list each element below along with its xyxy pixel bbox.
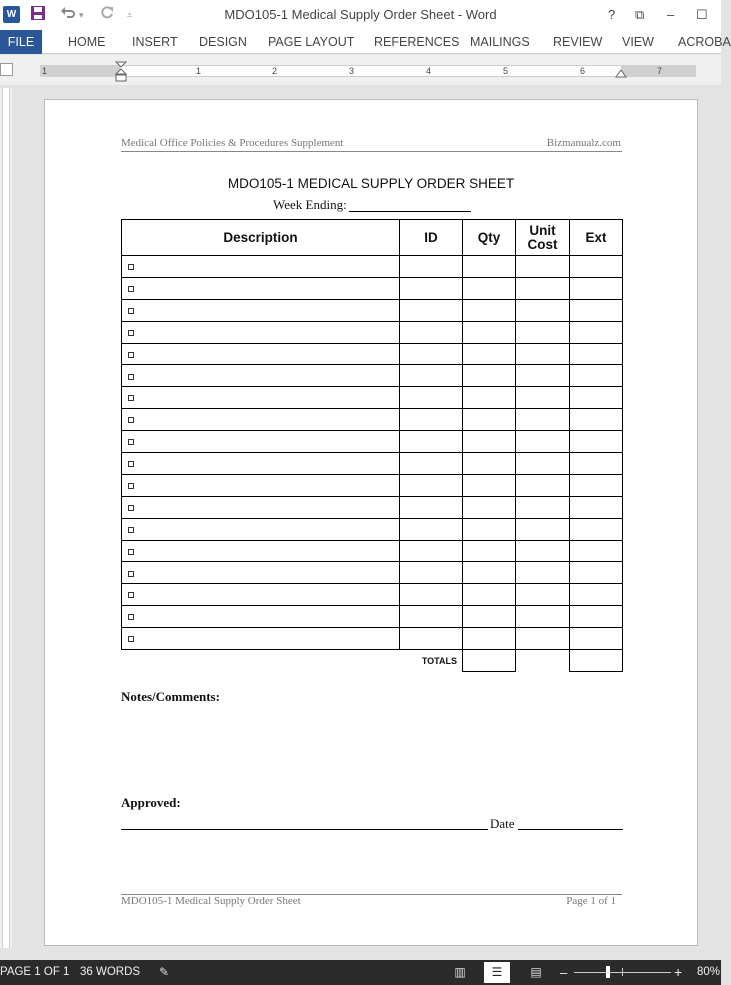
ext-cell[interactable] <box>570 628 623 650</box>
zoom-slider-center-mark <box>622 968 623 976</box>
unit-cost-cell[interactable] <box>516 540 570 562</box>
ext-cell[interactable] <box>570 606 623 628</box>
id-cell[interactable] <box>400 321 463 343</box>
id-cell[interactable] <box>400 453 463 475</box>
table-row <box>122 518 623 540</box>
checkbox-icon[interactable] <box>128 461 134 467</box>
zoom-level[interactable]: 80% <box>697 966 721 978</box>
approval-signature-line[interactable] <box>121 829 488 830</box>
ext-cell[interactable] <box>570 387 623 409</box>
checkbox-icon[interactable] <box>128 549 134 555</box>
week-ending-field[interactable] <box>349 211 471 212</box>
tab-file[interactable]: FILE <box>0 30 42 54</box>
checkbox-icon[interactable] <box>128 636 134 642</box>
id-cell[interactable] <box>400 431 463 453</box>
table-row <box>122 387 623 409</box>
ext-cell[interactable] <box>570 277 623 299</box>
id-cell[interactable] <box>400 474 463 496</box>
footer-left-text: MDO105-1 Medical Supply Order Sheet <box>121 895 301 907</box>
ruler-track <box>40 65 696 77</box>
proofing-icon[interactable]: ✎ <box>158 965 170 979</box>
tab-home[interactable]: HOME <box>68 35 106 49</box>
ext-cell[interactable] <box>570 299 623 321</box>
id-cell[interactable] <box>400 562 463 584</box>
table-row <box>122 562 623 584</box>
unit-cost-cell[interactable] <box>516 365 570 387</box>
checkbox-icon[interactable] <box>128 264 134 270</box>
column-header-ext: Ext <box>570 220 623 256</box>
ext-cell[interactable] <box>570 540 623 562</box>
unit-cost-cell[interactable] <box>516 343 570 365</box>
document-page[interactable] <box>44 99 698 946</box>
table-row <box>122 584 623 606</box>
table-row <box>122 431 623 453</box>
id-cell[interactable] <box>400 256 463 278</box>
checkbox-icon[interactable] <box>128 439 134 445</box>
ruler-number: 4 <box>426 66 432 76</box>
checkbox-icon[interactable] <box>128 308 134 314</box>
description-cell[interactable] <box>122 584 400 606</box>
ext-cell[interactable] <box>570 256 623 278</box>
ruler-number: 6 <box>580 66 586 76</box>
description-cell[interactable] <box>122 496 400 518</box>
id-cell[interactable] <box>400 365 463 387</box>
unit-cost-cell[interactable] <box>516 453 570 475</box>
totals-label: TOTALS <box>421 655 457 666</box>
description-cell[interactable] <box>122 474 400 496</box>
qty-cell[interactable] <box>463 321 516 343</box>
maximize-button[interactable]: ☐ <box>696 7 708 22</box>
table-row <box>122 321 623 343</box>
tab-insert[interactable]: INSERT <box>132 35 178 49</box>
ribbon-display-options-icon[interactable]: ⧉ <box>635 7 645 22</box>
ext-cell[interactable] <box>570 584 623 606</box>
ext-cell[interactable] <box>570 409 623 431</box>
checkbox-icon[interactable] <box>128 505 134 511</box>
table-row <box>122 277 623 299</box>
column-header-unit-cost: Unit Cost <box>516 220 570 256</box>
tab-references[interactable]: REFERENCES <box>374 35 460 49</box>
table-row <box>122 409 623 431</box>
unit-cost-cell[interactable] <box>516 518 570 540</box>
checkbox-icon[interactable] <box>128 417 134 423</box>
read-mode-icon[interactable]: ▥ <box>454 965 466 979</box>
qty-cell[interactable] <box>463 299 516 321</box>
week-ending-label: Week Ending: <box>273 197 347 212</box>
vertical-ruler[interactable] <box>0 88 12 948</box>
ruler-number: 7 <box>657 66 663 76</box>
description-cell[interactable] <box>122 431 400 453</box>
unit-cost-cell[interactable] <box>516 409 570 431</box>
tab-mailings[interactable]: MAILINGS <box>470 35 530 49</box>
totals-qty-cell[interactable] <box>463 650 516 672</box>
id-cell[interactable] <box>400 628 463 650</box>
description-cell[interactable] <box>122 277 400 299</box>
totals-ext-cell[interactable] <box>570 650 623 672</box>
checkbox-icon[interactable] <box>128 286 134 292</box>
ruler-left-margin <box>40 65 120 77</box>
qty-cell[interactable] <box>463 431 516 453</box>
table-row <box>122 540 623 562</box>
ext-cell[interactable] <box>570 496 623 518</box>
qty-cell[interactable] <box>463 540 516 562</box>
date-field-line[interactable] <box>518 829 623 830</box>
id-cell[interactable] <box>400 496 463 518</box>
customize-qat-icon[interactable]: ⩡ <box>127 10 133 20</box>
description-cell[interactable] <box>122 321 400 343</box>
ruler-number: 5 <box>503 66 509 76</box>
unit-cost-cell[interactable] <box>516 299 570 321</box>
qty-cell[interactable] <box>463 453 516 475</box>
ruler-number: 1 <box>42 66 48 76</box>
id-cell[interactable] <box>400 518 463 540</box>
unit-cost-cell[interactable] <box>516 387 570 409</box>
word-app-icon[interactable]: W <box>3 6 20 23</box>
table-row <box>122 365 623 387</box>
ext-cell[interactable] <box>570 453 623 475</box>
title-bar <box>0 0 721 30</box>
unit-cost-cell[interactable] <box>516 431 570 453</box>
undo-dropdown-icon[interactable]: ▾ <box>79 10 84 20</box>
unit-cost-cell[interactable] <box>516 256 570 278</box>
notes-label: Notes/Comments: <box>121 689 220 704</box>
qty-cell[interactable] <box>463 584 516 606</box>
description-cell[interactable] <box>122 453 400 475</box>
ext-cell[interactable] <box>570 518 623 540</box>
right-indent-marker-icon[interactable] <box>616 68 626 78</box>
tab-view[interactable]: VIEW <box>622 35 654 49</box>
description-cell[interactable] <box>122 343 400 365</box>
qty-cell[interactable] <box>463 606 516 628</box>
description-cell[interactable] <box>122 540 400 562</box>
table-row <box>122 453 623 475</box>
id-cell[interactable] <box>400 584 463 606</box>
description-cell[interactable] <box>122 628 400 650</box>
qty-cell[interactable] <box>463 343 516 365</box>
id-cell[interactable] <box>400 606 463 628</box>
ribbon-tabs <box>0 30 731 54</box>
unit-cost-cell[interactable] <box>516 628 570 650</box>
column-header-id: ID <box>400 220 463 256</box>
tab-selector[interactable] <box>0 63 13 76</box>
ext-cell[interactable] <box>570 343 623 365</box>
description-cell[interactable] <box>122 562 400 584</box>
unit-cost-cell[interactable] <box>516 584 570 606</box>
minimize-button[interactable]: – <box>667 7 675 22</box>
tab-acrobat[interactable]: ACROBA <box>678 35 731 49</box>
table-header-row <box>122 220 623 256</box>
ruler-number: 3 <box>349 66 355 76</box>
description-cell[interactable] <box>122 518 400 540</box>
id-cell[interactable] <box>400 387 463 409</box>
checkbox-icon[interactable] <box>128 527 134 533</box>
approved-label: Approved: <box>121 795 181 810</box>
qty-cell[interactable] <box>463 518 516 540</box>
header-left-text: Medical Office Policies & Procedures Supplement <box>121 137 344 149</box>
unit-cost-cell[interactable] <box>516 562 570 584</box>
table-row <box>122 256 623 278</box>
qty-cell[interactable] <box>463 496 516 518</box>
help-button[interactable]: ? <box>608 7 616 22</box>
unit-cost-cell[interactable] <box>516 496 570 518</box>
header-right-text: Bizmanualz.com <box>546 137 621 149</box>
description-cell[interactable] <box>122 365 400 387</box>
unit-cost-cell[interactable] <box>516 321 570 343</box>
table-row <box>122 628 623 650</box>
unit-cost-cell[interactable] <box>516 474 570 496</box>
id-cell[interactable] <box>400 409 463 431</box>
qty-cell[interactable] <box>463 409 516 431</box>
description-cell[interactable] <box>122 387 400 409</box>
id-cell[interactable] <box>400 299 463 321</box>
id-cell[interactable] <box>400 540 463 562</box>
checkbox-icon[interactable] <box>128 592 134 598</box>
header-divider <box>121 151 622 152</box>
table-row <box>122 343 623 365</box>
indent-marker-icon[interactable] <box>115 61 127 83</box>
unit-cost-cell[interactable] <box>516 606 570 628</box>
checkbox-icon[interactable] <box>128 352 134 358</box>
zoom-slider-thumb[interactable] <box>606 966 610 978</box>
totals-empty-cell <box>516 650 570 672</box>
ruler-number: 1 <box>196 66 202 76</box>
qty-cell[interactable] <box>463 628 516 650</box>
table-row <box>122 299 623 321</box>
ext-cell[interactable] <box>570 562 623 584</box>
checkbox-icon[interactable] <box>128 330 134 336</box>
document-title: MDO105-1 MEDICAL SUPPLY ORDER SHEET <box>227 176 515 191</box>
web-layout-icon[interactable]: ▤ <box>530 965 542 979</box>
description-cell[interactable] <box>122 606 400 628</box>
qty-cell[interactable] <box>463 562 516 584</box>
qty-cell[interactable] <box>463 387 516 409</box>
totals-row <box>122 650 623 672</box>
word-count-status[interactable]: 36 WORDS <box>80 966 141 978</box>
ext-cell[interactable] <box>570 431 623 453</box>
tab-page-layout[interactable]: PAGE LAYOUT <box>268 35 355 49</box>
ext-cell[interactable] <box>570 474 623 496</box>
checkbox-icon[interactable] <box>128 571 134 577</box>
description-cell[interactable] <box>122 299 400 321</box>
qty-cell[interactable] <box>463 474 516 496</box>
page-count-status[interactable]: PAGE 1 OF 1 <box>0 966 70 978</box>
footer-page-number: Page 1 of 1 <box>566 895 616 907</box>
table-row <box>122 474 623 496</box>
zoom-out-button[interactable]: – <box>560 965 568 980</box>
date-label: Date <box>490 816 515 831</box>
window-title: MDO105-1 Medical Supply Order Sheet - Word <box>224 7 497 22</box>
tab-review[interactable]: REVIEW <box>553 35 603 49</box>
print-layout-icon[interactable]: ☰ <box>484 962 510 983</box>
ext-cell[interactable] <box>570 365 623 387</box>
qty-cell[interactable] <box>463 365 516 387</box>
checkbox-icon[interactable] <box>128 395 134 401</box>
qty-cell[interactable] <box>463 256 516 278</box>
unit-cost-cell[interactable] <box>516 277 570 299</box>
description-cell[interactable] <box>122 409 400 431</box>
description-cell[interactable] <box>122 256 400 278</box>
ext-cell[interactable] <box>570 321 623 343</box>
column-header-qty: Qty <box>463 220 516 256</box>
column-header-description: Description <box>122 220 400 256</box>
id-cell[interactable] <box>400 277 463 299</box>
horizontal-ruler[interactable] <box>0 55 721 85</box>
vertical-ruler-track <box>2 88 10 948</box>
tab-design[interactable]: DESIGN <box>199 35 247 49</box>
checkbox-icon[interactable] <box>128 374 134 380</box>
status-bar <box>0 960 721 985</box>
qty-cell[interactable] <box>463 277 516 299</box>
zoom-in-button[interactable]: + <box>674 964 683 980</box>
table-row <box>122 496 623 518</box>
ruler-number: 2 <box>272 66 278 76</box>
checkbox-icon[interactable] <box>128 483 134 489</box>
id-cell[interactable] <box>400 343 463 365</box>
supply-order-table <box>121 219 623 672</box>
table-row <box>122 606 623 628</box>
checkbox-icon[interactable] <box>128 614 134 620</box>
